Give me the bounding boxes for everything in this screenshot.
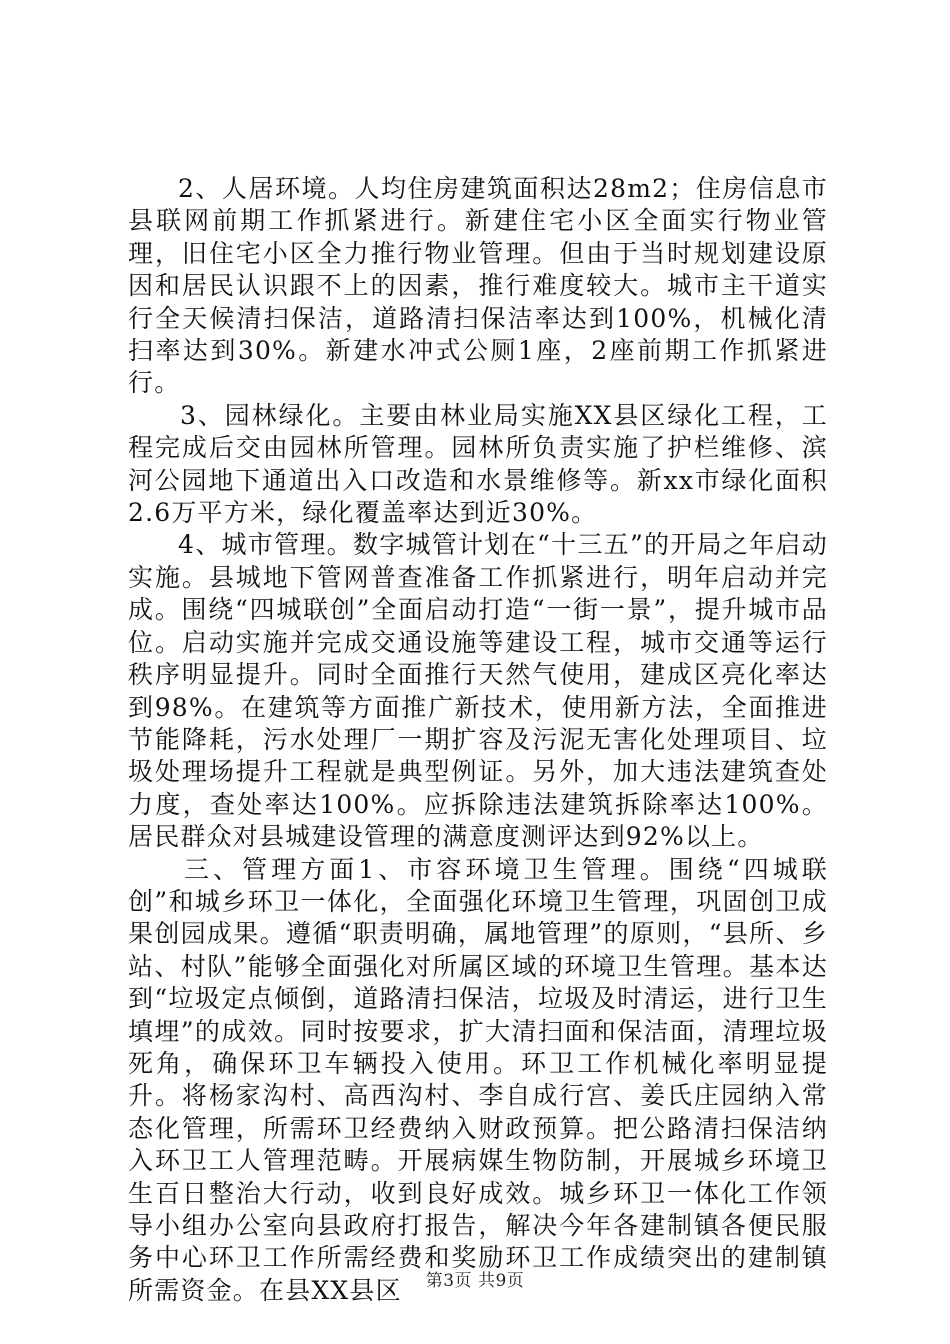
paragraph-landscaping: 3、园林绿化。主要由林业局实施XX县区绿化工程，工程完成后交由园林所管理。园林所负责实施了护栏维修、滨河公园地下通道出入口改造和水景维修等。新xx市绿化面积2.6万平方米，绿化覆盖率达到近30%。: [128, 400, 828, 528]
paragraph-living-environment: 2、人居环境。人均住房建筑面积达28m2；住房信息市县联网前期工作抓紧进行。新建住宅小区全面实行物业管理，旧住宅小区全力推行物业管理。但由于当时规划建设原因和居民认识跟不上的因素，推行难度较大。城市主干道实行全天候清扫保洁，道路清扫保洁率达到100%，机械化清扫率达到30%。新建水冲式公厕1座，2座前期工作抓紧进行。: [128, 174, 828, 398]
paragraph-city-management: 4、城市管理。数字城管计划在“十三五”的开局之年启动实施。县城地下管网普查准备工作抓紧进行，明年启动并完成。围绕“四城联创”全面启动打造“一街一景”，提升城市品位。启动实施并完成交通设施等建设工程，城市交通等运行秩序明显提升。同时全面推行天然气使用，建成区亮化率达到98%。在建筑等方面推广新技术，使用新方法，全面推进节能降耗，污水处理厂一期扩容及污泥无害化处理项目、垃圾处理场提升工程就是典型例证。另外，加大违法建筑查处力度，查处率达100%。应拆除违法建筑拆除率达100%。居民群众对县城建设管理的满意度测评达到92%以上。: [128, 530, 828, 852]
document-body: [128, 173, 828, 1307]
paragraph-sanitation-management: 三、管理方面1、市容环境卫生管理。围绕“四城联创”和城乡环卫一体化，全面强化环境卫生管理，巩固创卫成果创园成果。遵循“职责明确，属地管理”的原则，“县所、乡站、村队”能够全面强化对所属区域的环境卫生管理。基本达到“垃圾定点倾倒，道路清扫保洁，垃圾及时清运，进行卫生填埋”的成效。同时按要求，扩大清扫面和保洁面，清理垃圾死角，确保环卫车辆投入使用。环卫工作机械化率明显提升。将杨家沟村、高西沟村、李自成行宫、姜氏庄园纳入常态化管理，所需环卫经费纳入财政预算。把公路清扫保洁纳入环卫工人管理范畴。开展病媒生物防制，开展城乡环境卫生百日整治大行动，收到良好成效。城乡环卫一体化工作领导小组办公室向县政府打报告，解决今年各建制镇各便民服务中心环卫工作所需经费和奖励环卫工作成绩突出的建制镇所需资金。在县XX县区: [128, 854, 828, 1305]
page-footer: 第3页 共9页: [425, 1271, 525, 1291]
